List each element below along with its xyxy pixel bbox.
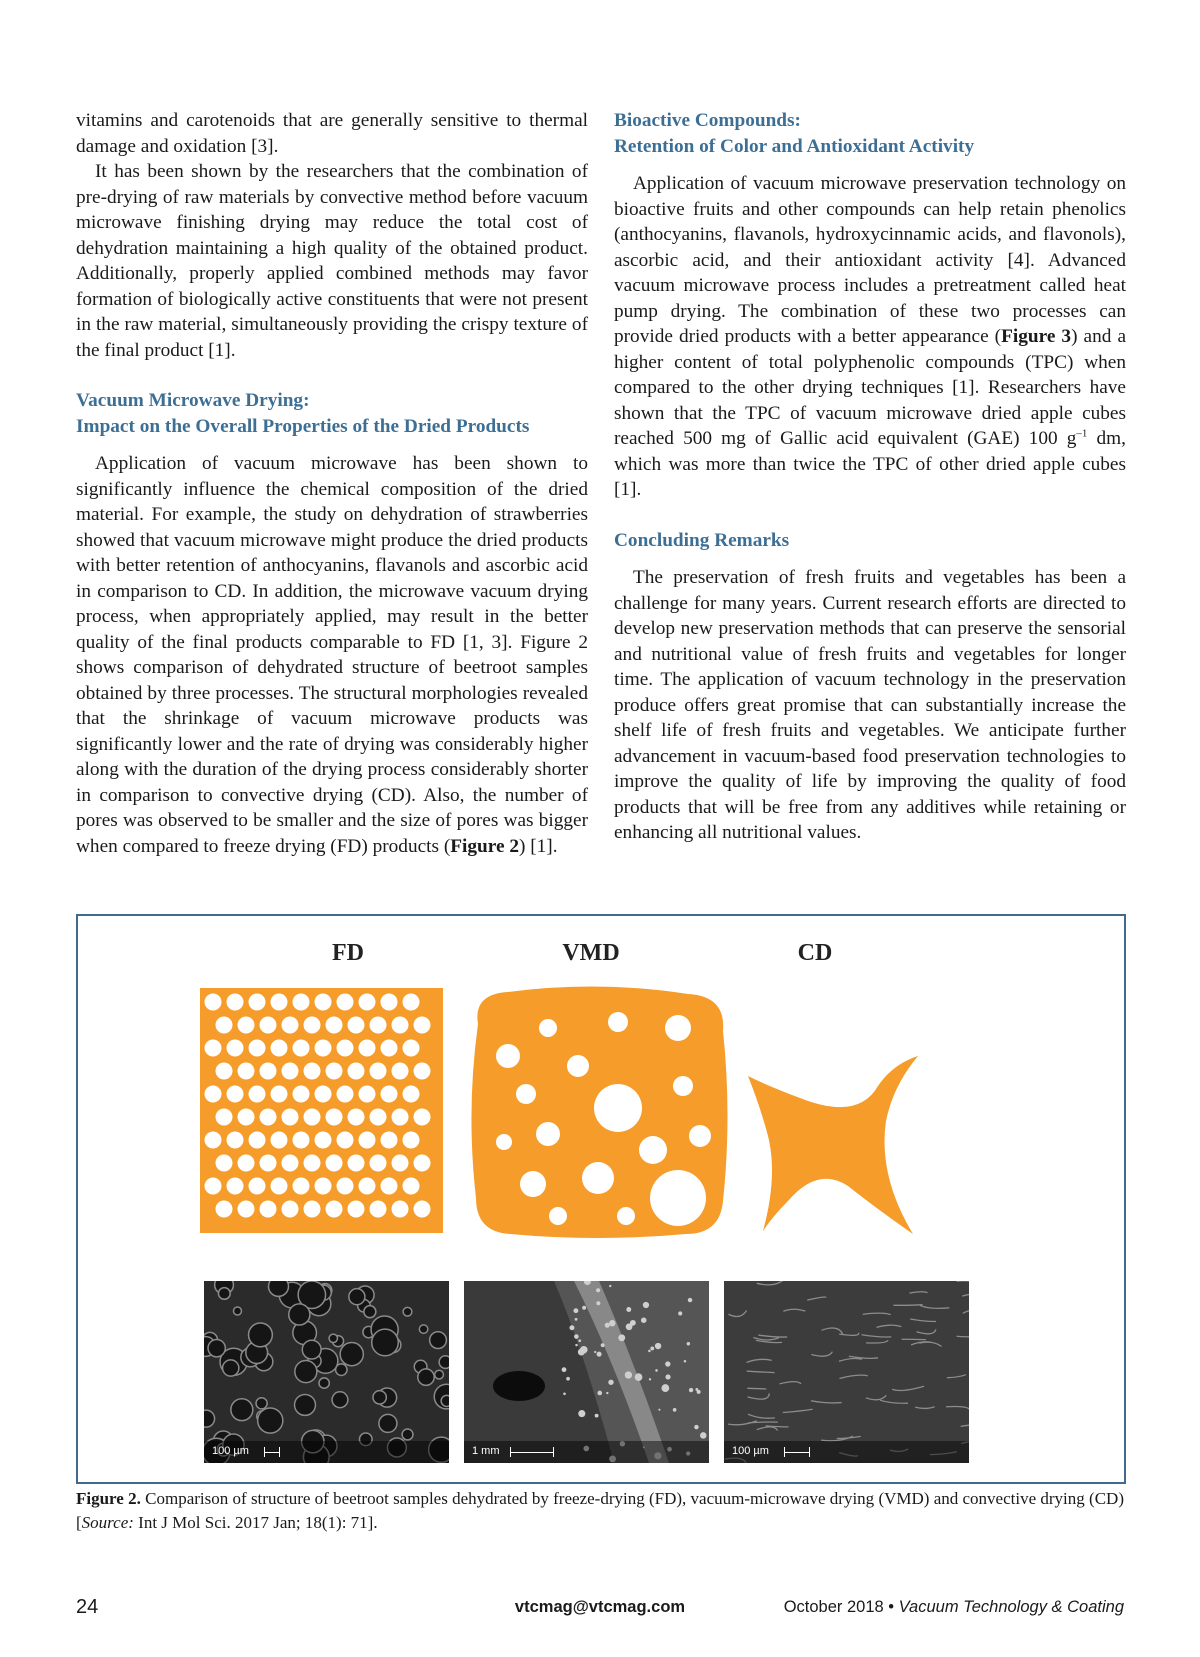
pore [372, 1329, 399, 1356]
pore [381, 1086, 398, 1103]
sem-image-vmd [464, 1281, 709, 1463]
pore [402, 1429, 413, 1440]
pore [414, 1017, 431, 1034]
pore [329, 1334, 337, 1342]
pore [567, 1055, 589, 1077]
paragraph-vacuum-microwave [76, 451, 588, 859]
scale-bar-text: 100 µm [212, 1445, 249, 1457]
pore [694, 1425, 698, 1429]
pore [578, 1410, 585, 1417]
pore [295, 1361, 317, 1383]
pore [392, 1201, 409, 1218]
pore [580, 1346, 588, 1354]
left-column [76, 108, 588, 859]
pore [271, 1086, 288, 1103]
pore [326, 1155, 343, 1172]
pore [539, 1019, 557, 1037]
label-vmd: VMD [562, 940, 620, 966]
pore [293, 1132, 310, 1149]
pore [665, 1361, 670, 1366]
pore [688, 1298, 692, 1302]
pore [439, 1356, 449, 1369]
pore [315, 1040, 332, 1057]
scale-bar-line [264, 1452, 280, 1453]
pore [403, 994, 420, 1011]
pore [204, 1410, 215, 1427]
pore [282, 1201, 299, 1218]
pore [618, 1334, 625, 1341]
pore [340, 1343, 363, 1366]
schematic-drawings [78, 916, 1124, 1256]
pore [608, 1380, 613, 1385]
pore [414, 1109, 431, 1126]
pore [293, 1086, 310, 1103]
pore [282, 1063, 299, 1080]
pore [249, 1323, 273, 1347]
pore [594, 1084, 642, 1132]
pore [364, 1306, 376, 1318]
pore [403, 1178, 420, 1195]
pore [626, 1323, 633, 1330]
caption-text: Comparison of structure of beetroot samples dehydrated by freeze-drying (FD), vacuum-microwave drying (VMD) and convective drying (CD) [ [76, 1489, 1124, 1532]
pore [549, 1207, 567, 1225]
pore [608, 1012, 628, 1032]
pore [282, 1109, 299, 1126]
pore [496, 1044, 520, 1068]
pore [227, 1132, 244, 1149]
sem-texture [204, 1281, 449, 1463]
pore [304, 1155, 321, 1172]
pore [370, 1201, 387, 1218]
scale-bar-line [784, 1452, 810, 1453]
pore [304, 1201, 321, 1218]
pore [268, 1281, 288, 1296]
superscript: –1 [1076, 427, 1088, 440]
pore [678, 1311, 682, 1315]
pore [625, 1371, 632, 1378]
pore [520, 1171, 546, 1197]
scale-bar [464, 1441, 709, 1463]
pore [348, 1109, 365, 1126]
pore [208, 1339, 225, 1356]
pore [370, 1063, 387, 1080]
pore [216, 1109, 233, 1126]
pore [348, 1063, 365, 1080]
pore [249, 1132, 266, 1149]
pore [605, 1323, 610, 1328]
pore [319, 1378, 329, 1388]
pore [673, 1076, 693, 1096]
caption-source: Int J Mol Sci. 2017 Jan; 18(1): 71]. [133, 1513, 378, 1532]
pore [370, 1155, 387, 1172]
pore [289, 1304, 310, 1325]
pore [597, 1391, 602, 1396]
pore [403, 1040, 420, 1057]
pore [271, 994, 288, 1011]
pore [293, 1178, 310, 1195]
cd-sample-shape [748, 1056, 918, 1234]
pore [569, 1325, 574, 1330]
pore [403, 1132, 420, 1149]
pore [689, 1125, 711, 1147]
pore [609, 1285, 611, 1287]
page-number: 24 [76, 1596, 99, 1618]
pore [337, 1132, 354, 1149]
pore [430, 1332, 447, 1349]
heading-line-1: Bioactive Compounds: [614, 110, 801, 131]
pore [227, 1040, 244, 1057]
pore [231, 1399, 253, 1421]
section-heading-concluding [614, 528, 1126, 554]
pore [596, 1301, 600, 1305]
pore [392, 1109, 409, 1126]
heading-line-2: Retention of Color and Antioxidant Activity [614, 135, 975, 157]
pore [639, 1136, 667, 1164]
pore [337, 1178, 354, 1195]
label-cd: CD [797, 940, 833, 966]
sem-texture [464, 1281, 709, 1463]
pore [596, 1288, 600, 1292]
pore [258, 1408, 283, 1433]
pore [373, 1391, 386, 1404]
pore [256, 1398, 267, 1409]
pore [271, 1040, 288, 1057]
pore [419, 1325, 427, 1333]
wrinkle [893, 1305, 922, 1306]
pore [665, 1374, 670, 1379]
pore [594, 1351, 596, 1353]
pore [435, 1370, 444, 1379]
pore [315, 1178, 332, 1195]
pore [665, 1015, 691, 1041]
pore [370, 1109, 387, 1126]
pore [414, 1063, 431, 1080]
caption-label: Figure 2. [76, 1489, 141, 1508]
figure-caption [76, 1487, 1124, 1535]
page-footer [76, 1596, 1124, 1620]
pore [379, 1414, 397, 1432]
pore [293, 1040, 310, 1057]
pore [403, 1086, 420, 1103]
pore [337, 994, 354, 1011]
pore [326, 1063, 343, 1080]
pore [218, 1288, 230, 1300]
pore [260, 1155, 277, 1172]
pore [249, 1040, 266, 1057]
pore [238, 1201, 255, 1218]
pore [260, 1201, 277, 1218]
pore [381, 1040, 398, 1057]
footer-issue [784, 1598, 1124, 1617]
paragraph-combined-drying: It has been shown by the researchers that the combination of pre-drying of raw materials by convective method before vacuum microwave finishing drying may reduce the total cost of dehydration maintaining a high quality of the obtained product. Additionally, properly applied combined methods may favor formation of biologically active constituents that were not present in the raw material, simultaneously providing the crispy texture of the final product [1]. [76, 161, 588, 361]
pore [238, 1063, 255, 1080]
pore [302, 1340, 321, 1359]
pore [304, 1109, 321, 1126]
pore [575, 1318, 578, 1321]
pore [658, 1409, 660, 1411]
sem-image-cd [724, 1281, 969, 1463]
pore [359, 1086, 376, 1103]
pore [573, 1308, 578, 1313]
pore [687, 1342, 690, 1345]
pore [249, 994, 266, 1011]
pore [516, 1084, 536, 1104]
pore [649, 1378, 651, 1380]
pore [418, 1369, 434, 1385]
pore [359, 1178, 376, 1195]
pore [643, 1302, 649, 1308]
pore [348, 1017, 365, 1034]
pore [282, 1155, 299, 1172]
pore [695, 1388, 698, 1391]
heading-line-1: Vacuum Microwave Drying: [76, 390, 310, 411]
caption-source-label: Source: [81, 1513, 134, 1532]
footer-email[interactable]: vtcmag@vtcmag.com [514, 1598, 686, 1616]
paragraph-mid: ) and a higher content of total polyphenolic compounds (TPC) when compared to the other drying techniques [1]. Researchers have shown that the TPC of vacuum microwave dried apple cubes reached 500 mg of Gallic acid equivalent (GAE) 100 g [614, 326, 1126, 449]
pore [626, 1307, 631, 1312]
pore [575, 1344, 577, 1346]
pore [271, 1178, 288, 1195]
pore [260, 1063, 277, 1080]
section-heading-bioactive [614, 108, 1126, 159]
pore [414, 1155, 431, 1172]
scale-bar [204, 1441, 449, 1463]
pore [348, 1155, 365, 1172]
pore [684, 1360, 687, 1363]
pore [641, 1317, 647, 1323]
pore [223, 1360, 239, 1376]
pore [403, 1307, 412, 1316]
paragraph-end: dm, which was more than twice the TPC of other dried apple cubes [1]. [614, 428, 1126, 500]
sem-image-fd [204, 1281, 449, 1463]
pore [582, 1306, 586, 1310]
pore [227, 994, 244, 1011]
pore [326, 1017, 343, 1034]
pore [562, 1367, 567, 1372]
paragraph-end: ) [1]. [518, 835, 558, 857]
pore [635, 1373, 643, 1381]
pore [359, 1132, 376, 1149]
pore [392, 1063, 409, 1080]
pore [216, 1063, 233, 1080]
pore [597, 1352, 602, 1357]
pore [315, 1086, 332, 1103]
pore [582, 1162, 614, 1194]
right-column [614, 108, 1126, 846]
section-heading-vacuum-microwave [76, 388, 588, 439]
pore [370, 1017, 387, 1034]
pore [205, 1040, 222, 1057]
heading-line-2: Impact on the Overall Properties of the Dried Products [76, 415, 530, 437]
pore [304, 1063, 321, 1080]
pore [233, 1307, 241, 1315]
pore [609, 1320, 615, 1326]
figure-2 [76, 914, 1126, 1484]
pore [227, 1178, 244, 1195]
pore [648, 1350, 651, 1353]
figure-reference: Figure 2 [450, 835, 519, 857]
pore [414, 1201, 431, 1218]
scale-bar-text: 100 µm [732, 1445, 769, 1457]
pore [260, 1109, 277, 1126]
pore [650, 1170, 706, 1226]
pore [536, 1122, 560, 1146]
pore [293, 994, 310, 1011]
pore [326, 1109, 343, 1126]
pore [661, 1384, 669, 1392]
pore [332, 1392, 348, 1408]
heading-line-1: Concluding Remarks [614, 529, 790, 551]
pore [673, 1408, 677, 1412]
pore [249, 1178, 266, 1195]
pore [574, 1334, 579, 1339]
pore [238, 1155, 255, 1172]
pore [326, 1201, 343, 1218]
pore [349, 1289, 365, 1305]
pore [205, 1132, 222, 1149]
pore [337, 1086, 354, 1103]
pore [650, 1347, 654, 1351]
pore [216, 1201, 233, 1218]
figure-reference: Figure 3 [1001, 326, 1072, 347]
scale-bar [724, 1441, 969, 1463]
pore [337, 1040, 354, 1057]
paragraph-bioactive [614, 171, 1126, 503]
pore [606, 1392, 608, 1394]
pore [282, 1017, 299, 1034]
pore [295, 1394, 316, 1415]
pore [238, 1017, 255, 1034]
paragraph-continued: vitamins and carotenoids that are generally sensitive to thermal damage and oxidation [3]. [76, 110, 588, 157]
pore [315, 994, 332, 1011]
label-fd: FD [332, 940, 364, 966]
paragraph-text: Application of vacuum microwave has been shown to significantly influence the chemical composition of the dried material. For example, the study on dehydration of strawberries showed that vacuum microwave might produce the dried products with better retention of anthocyanins, flavanols and ascorbic acid in comparison to CD. In addition, the microwave vacuum drying process, when appropriately applied, may result in the better quality of the final products comparable to FD [1, 3]. Figure 2 shows comparison of dehydrated structure of beetroot samples obtained by three processes. The structural morphologies revealed that the shrinkage of vacuum microwave products was significantly lower and the rate of drying was considerably higher along with the duration of the drying process considerably shorter in comparison to convective drying (CD). Also, the number of pores was observed to be smaller and the size of pores was bigger when compared to freeze drying (FD) products ( [76, 453, 588, 857]
pore [238, 1109, 255, 1126]
pore [601, 1343, 605, 1347]
pore [348, 1201, 365, 1218]
magazine-name: Vacuum Technology & Coating [898, 1598, 1124, 1616]
pore [566, 1377, 570, 1381]
pore [205, 1086, 222, 1103]
scale-bar-text: 1 mm [472, 1445, 500, 1457]
pore [216, 1017, 233, 1034]
pore [249, 1086, 266, 1103]
pore [689, 1388, 693, 1392]
pore [260, 1017, 277, 1034]
pore [655, 1369, 658, 1372]
issue-date: October 2018 [783, 1598, 884, 1616]
pore [441, 1395, 449, 1406]
pore [700, 1432, 707, 1439]
scale-bar-line [510, 1452, 554, 1453]
pore [392, 1155, 409, 1172]
pore [381, 1178, 398, 1195]
pore [381, 1132, 398, 1149]
pore [617, 1207, 635, 1225]
pore [271, 1132, 288, 1149]
pore [563, 1392, 566, 1395]
pore [392, 1017, 409, 1034]
pore [315, 1132, 332, 1149]
paragraph-text: Application of vacuum microwave preservation technology on bioactive fruits and other compounds can help retain phenolics (anthocyanins, flavanols, hydroxycinnamic acids, and flavonols), ascorbic acid, and their antioxidant activity [4]. Advanced vacuum microwave process includes a pretreatment called heat pump drying. The combination of these two processes can provide dried products with a better appearance ( [614, 173, 1126, 347]
sem-texture [724, 1281, 969, 1463]
paragraph-concluding: The preservation of fresh fruits and vegetables has been a challenge for many years. Current research efforts are directed to develop new preservation methods that can preserve the sensorial and nutritional value of fresh fruits and vegetables for longer time. The application of vacuum technology in the preservation produce offers great promise that can substantially increase the shelf life of fresh fruits and vegetables. We anticipate further advancement in vacuum-based food preservation technologies to improve the quality of life by improving the quality of food products that will be free from any additives while retaining or enhancing all nutritional values. [614, 567, 1126, 843]
pore [595, 1414, 599, 1418]
pore [304, 1017, 321, 1034]
pore [578, 1339, 581, 1342]
bullet: • [888, 1598, 895, 1616]
pore [359, 994, 376, 1011]
pore [205, 994, 222, 1011]
pore [227, 1086, 244, 1103]
pore [496, 1134, 512, 1150]
pore [381, 994, 398, 1011]
pore [655, 1343, 661, 1349]
pore [359, 1040, 376, 1057]
pore [205, 1178, 222, 1195]
pore [216, 1155, 233, 1172]
